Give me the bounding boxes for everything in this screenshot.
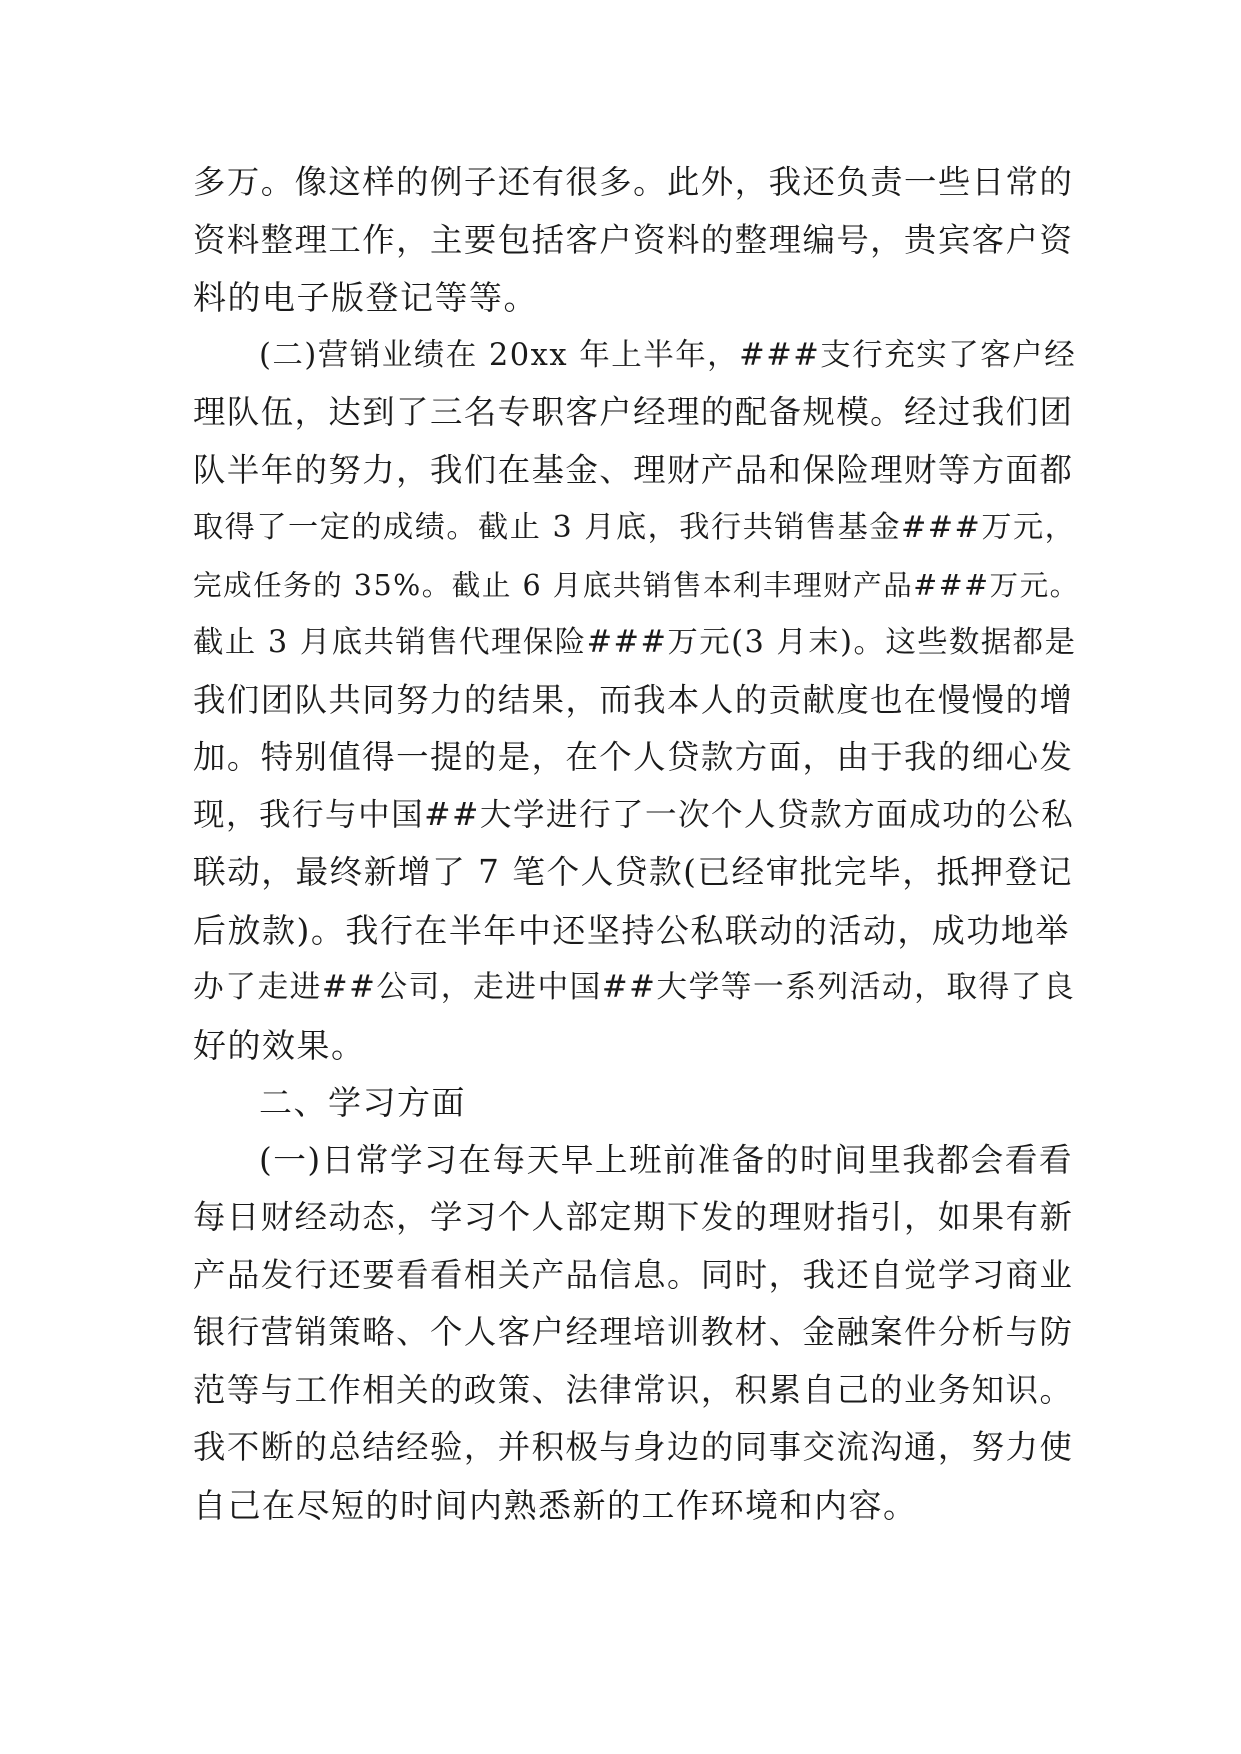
text-line: 后放款)。我行在半年中还坚持公私联动的活动，成功地举 xyxy=(193,910,1070,950)
text-line: 银行营销策略、个人客户经理培训教材、金融案件分析与防 xyxy=(193,1313,1074,1351)
text-line: 我们团队共同努力的结果，而我本人的贡献度也在慢慢的增 xyxy=(193,680,1074,719)
text-line: 截止 3 月底共销售代理保险###万元(3 月末)。这些数据都是 xyxy=(193,625,1077,660)
text-line: 队半年的努力，我们在基金、理财产品和保险理财等方面都 xyxy=(193,450,1074,489)
text-line: 完成任务的 35%。截止 6 月底共销售本利丰理财产品###万元。 xyxy=(193,567,1080,602)
text-line: 资料整理工作，主要包括客户资料的整理编号，贵宾客户资 xyxy=(193,220,1074,259)
text-line: 加。特别值得一提的是，在个人贷款方面，由于我的细心发 xyxy=(193,738,1074,776)
paragraph-start-line: 二、学习方面 xyxy=(259,1083,466,1122)
text-line: 办了走进##公司，走进中国##大学等一系列活动，取得了良 xyxy=(193,969,1076,1005)
text-line: 理队伍，达到了三名专职客户经理的配备规模。经过我们团 xyxy=(193,393,1074,431)
text-line: 好的效果。 xyxy=(193,1025,366,1065)
text-line: 产品发行还要看看相关产品信息。同时，我还自觉学习商业 xyxy=(193,1255,1074,1294)
paragraph-start-line: (一)日常学习在每天早上班前准备的时间里我都会看看 xyxy=(259,1140,1074,1179)
text-line: 现，我行与中国##大学进行了一次个人贷款方面成功的公私 xyxy=(193,796,1075,833)
text-line: 自己在尽短的时间内熟悉新的工作环境和内容。 xyxy=(193,1485,918,1525)
text-line: 联动，最终新增了 7 笔个人贷款(已经审批完毕，抵押登记 xyxy=(193,853,1074,891)
text-line: 我不断的总结经验，并积极与身边的同事交流沟通，努力使 xyxy=(193,1428,1074,1466)
text-line: 每日财经动态，学习个人部定期下发的理财指引，如果有新 xyxy=(193,1198,1074,1236)
paragraph-start-line: (二)营销业绩在 20xx 年上半年，###支行充实了客户经 xyxy=(259,337,1077,373)
text-line: 范等与工作相关的政策、法律常识，积累自己的业务知识。 xyxy=(193,1370,1074,1409)
text-line: 料的电子版登记等等。 xyxy=(193,278,538,317)
text-line: 多万。像这样的例子还有很多。此外，我还负责一些日常的 xyxy=(193,163,1074,201)
document-body xyxy=(193,154,1080,1534)
text-line: 取得了一定的成绩。截止 3 月底，我行共销售基金###万元， xyxy=(193,510,1077,545)
